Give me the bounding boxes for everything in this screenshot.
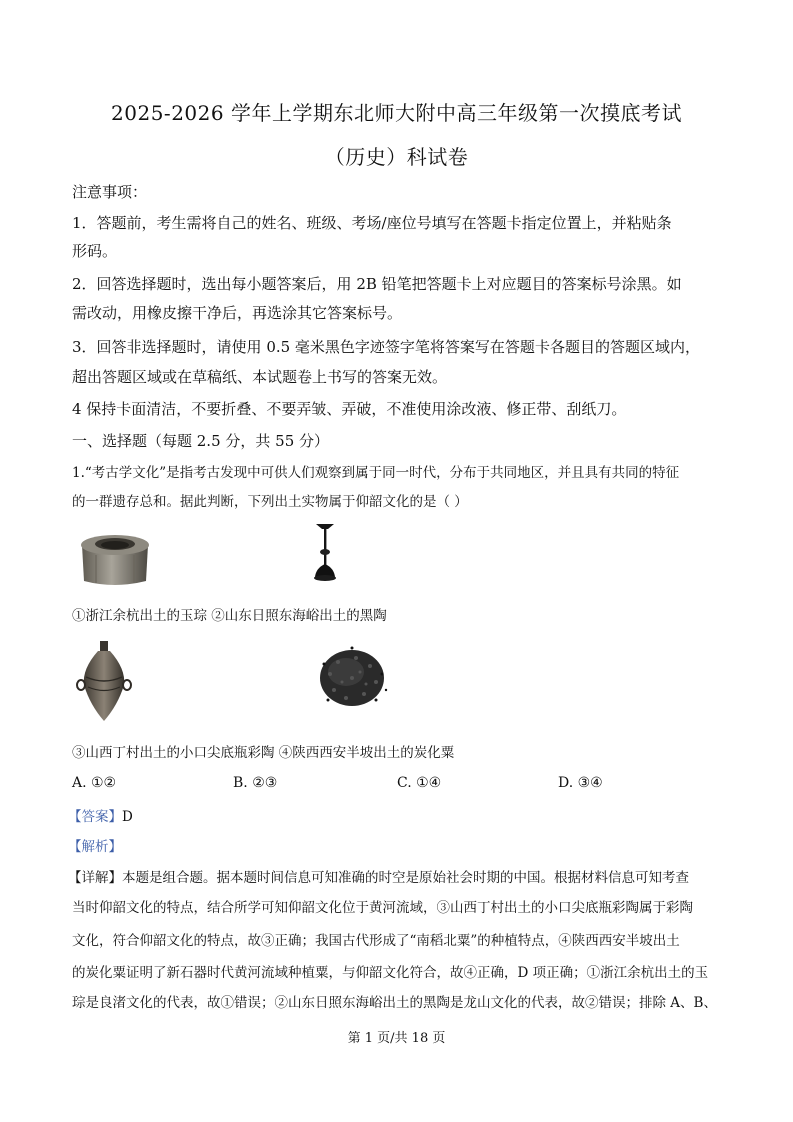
detail-label: 【详解】 (68, 870, 122, 886)
notice-line-7: 4 保持卡面清洁，不要折叠、不要弄皱、弄破，不准使用涂改液、修正带、刮纸刀。 (72, 400, 627, 418)
notice-heading: 注意事项： (72, 183, 148, 201)
option-b[interactable]: B. ②③ (233, 775, 278, 791)
exam-subtitle: （历史）科试卷 (324, 145, 469, 169)
option-d[interactable]: D. ③④ (558, 775, 603, 791)
option-a[interactable]: A. ①② (72, 775, 117, 791)
question-stem-2: 的一群遗存总和。据此判断，下列出土实物属于仰韶文化的是（ ） (72, 494, 468, 510)
detail-line-5: 琮是良渚文化的代表，故①错误；②山东日照东海峪出土的黑陶是龙山文化的代表，故②错误；排除 A、B、 (72, 995, 717, 1011)
notice-line-5: 3．回答非选择题时，请使用 0.5 毫米黑色字迹签字笔将答案写在答题卡各题目的答题区域内， (72, 338, 700, 356)
option-c[interactable]: C. ①④ (397, 775, 442, 791)
jade-cong-image (76, 525, 154, 589)
answer-value: D (122, 809, 133, 825)
exam-title: 2025-2026 学年上学期东北师大附中高三年级第一次摸底考试 (111, 101, 682, 125)
detail-line-1: 【详解】本题是组合题。据本题时间信息可知准确的时空是原始社会时期的中国。根据材料信息可知考查 (68, 870, 689, 886)
carbonized-millet-image (316, 644, 388, 710)
black-pottery-image (312, 522, 338, 584)
page-footer: 第 1 页/共 18 页 (347, 1031, 446, 1046)
answer-label: 【答案】 (68, 809, 122, 825)
notice-line-1: 1．答题前，考生需将自己的姓名、班级、考场/座位号填写在答题卡指定位置上，并粘贴条 (72, 214, 672, 232)
image-captions-row-1: ①浙江余杭出土的玉琮 ②山东日照东海峪出土的黑陶 (72, 608, 387, 624)
analysis-label: 【解析】 (68, 839, 122, 855)
detail-line-3: 文化，符合仰韶文化的特点，故③正确；我国古代形成了“南稻北粟”的种植特点，④陕西西安半坡出土 (72, 933, 680, 949)
detail-line-2: 当时仰韶文化的特点，结合所学可知仰韶文化位于黄河流域，③山西丁村出土的小口尖底瓶彩陶属于彩陶 (72, 900, 693, 916)
image-captions-row-2: ③山西丁村出土的小口尖底瓶彩陶 ④陕西西安半坡出土的炭化粟 (72, 745, 455, 761)
section-heading: 一、选择题（每题 2.5 分，共 55 分） (72, 432, 330, 450)
notice-line-4: 需改动，用橡皮擦干净后，再选涂其它答案标号。 (72, 304, 403, 322)
detail-line-4: 的炭化粟证明了新石器时代黄河流域种植粟，与仰韶文化符合，故④正确，D 项正确；①浙江余杭出土的玉 (72, 965, 709, 981)
notice-line-3: 2．回答选择题时，选出每小题答案后，用 2B 铅笔把答题卡上对应题目的答案标号涂黑。如 (72, 275, 682, 293)
question-stem-1: 1.“考古学文化”是指考古发现中可供人们观察到属于同一时代，分布于共同地区，并且具有共同的特征 (72, 465, 680, 481)
answer-row (68, 805, 133, 825)
notice-line-6: 超出答题区域或在草稿纸、本试题卷上书写的答案无效。 (72, 368, 448, 386)
notice-line-2: 形码。 (72, 242, 118, 260)
pointed-bottom-bottle-image (76, 641, 132, 723)
